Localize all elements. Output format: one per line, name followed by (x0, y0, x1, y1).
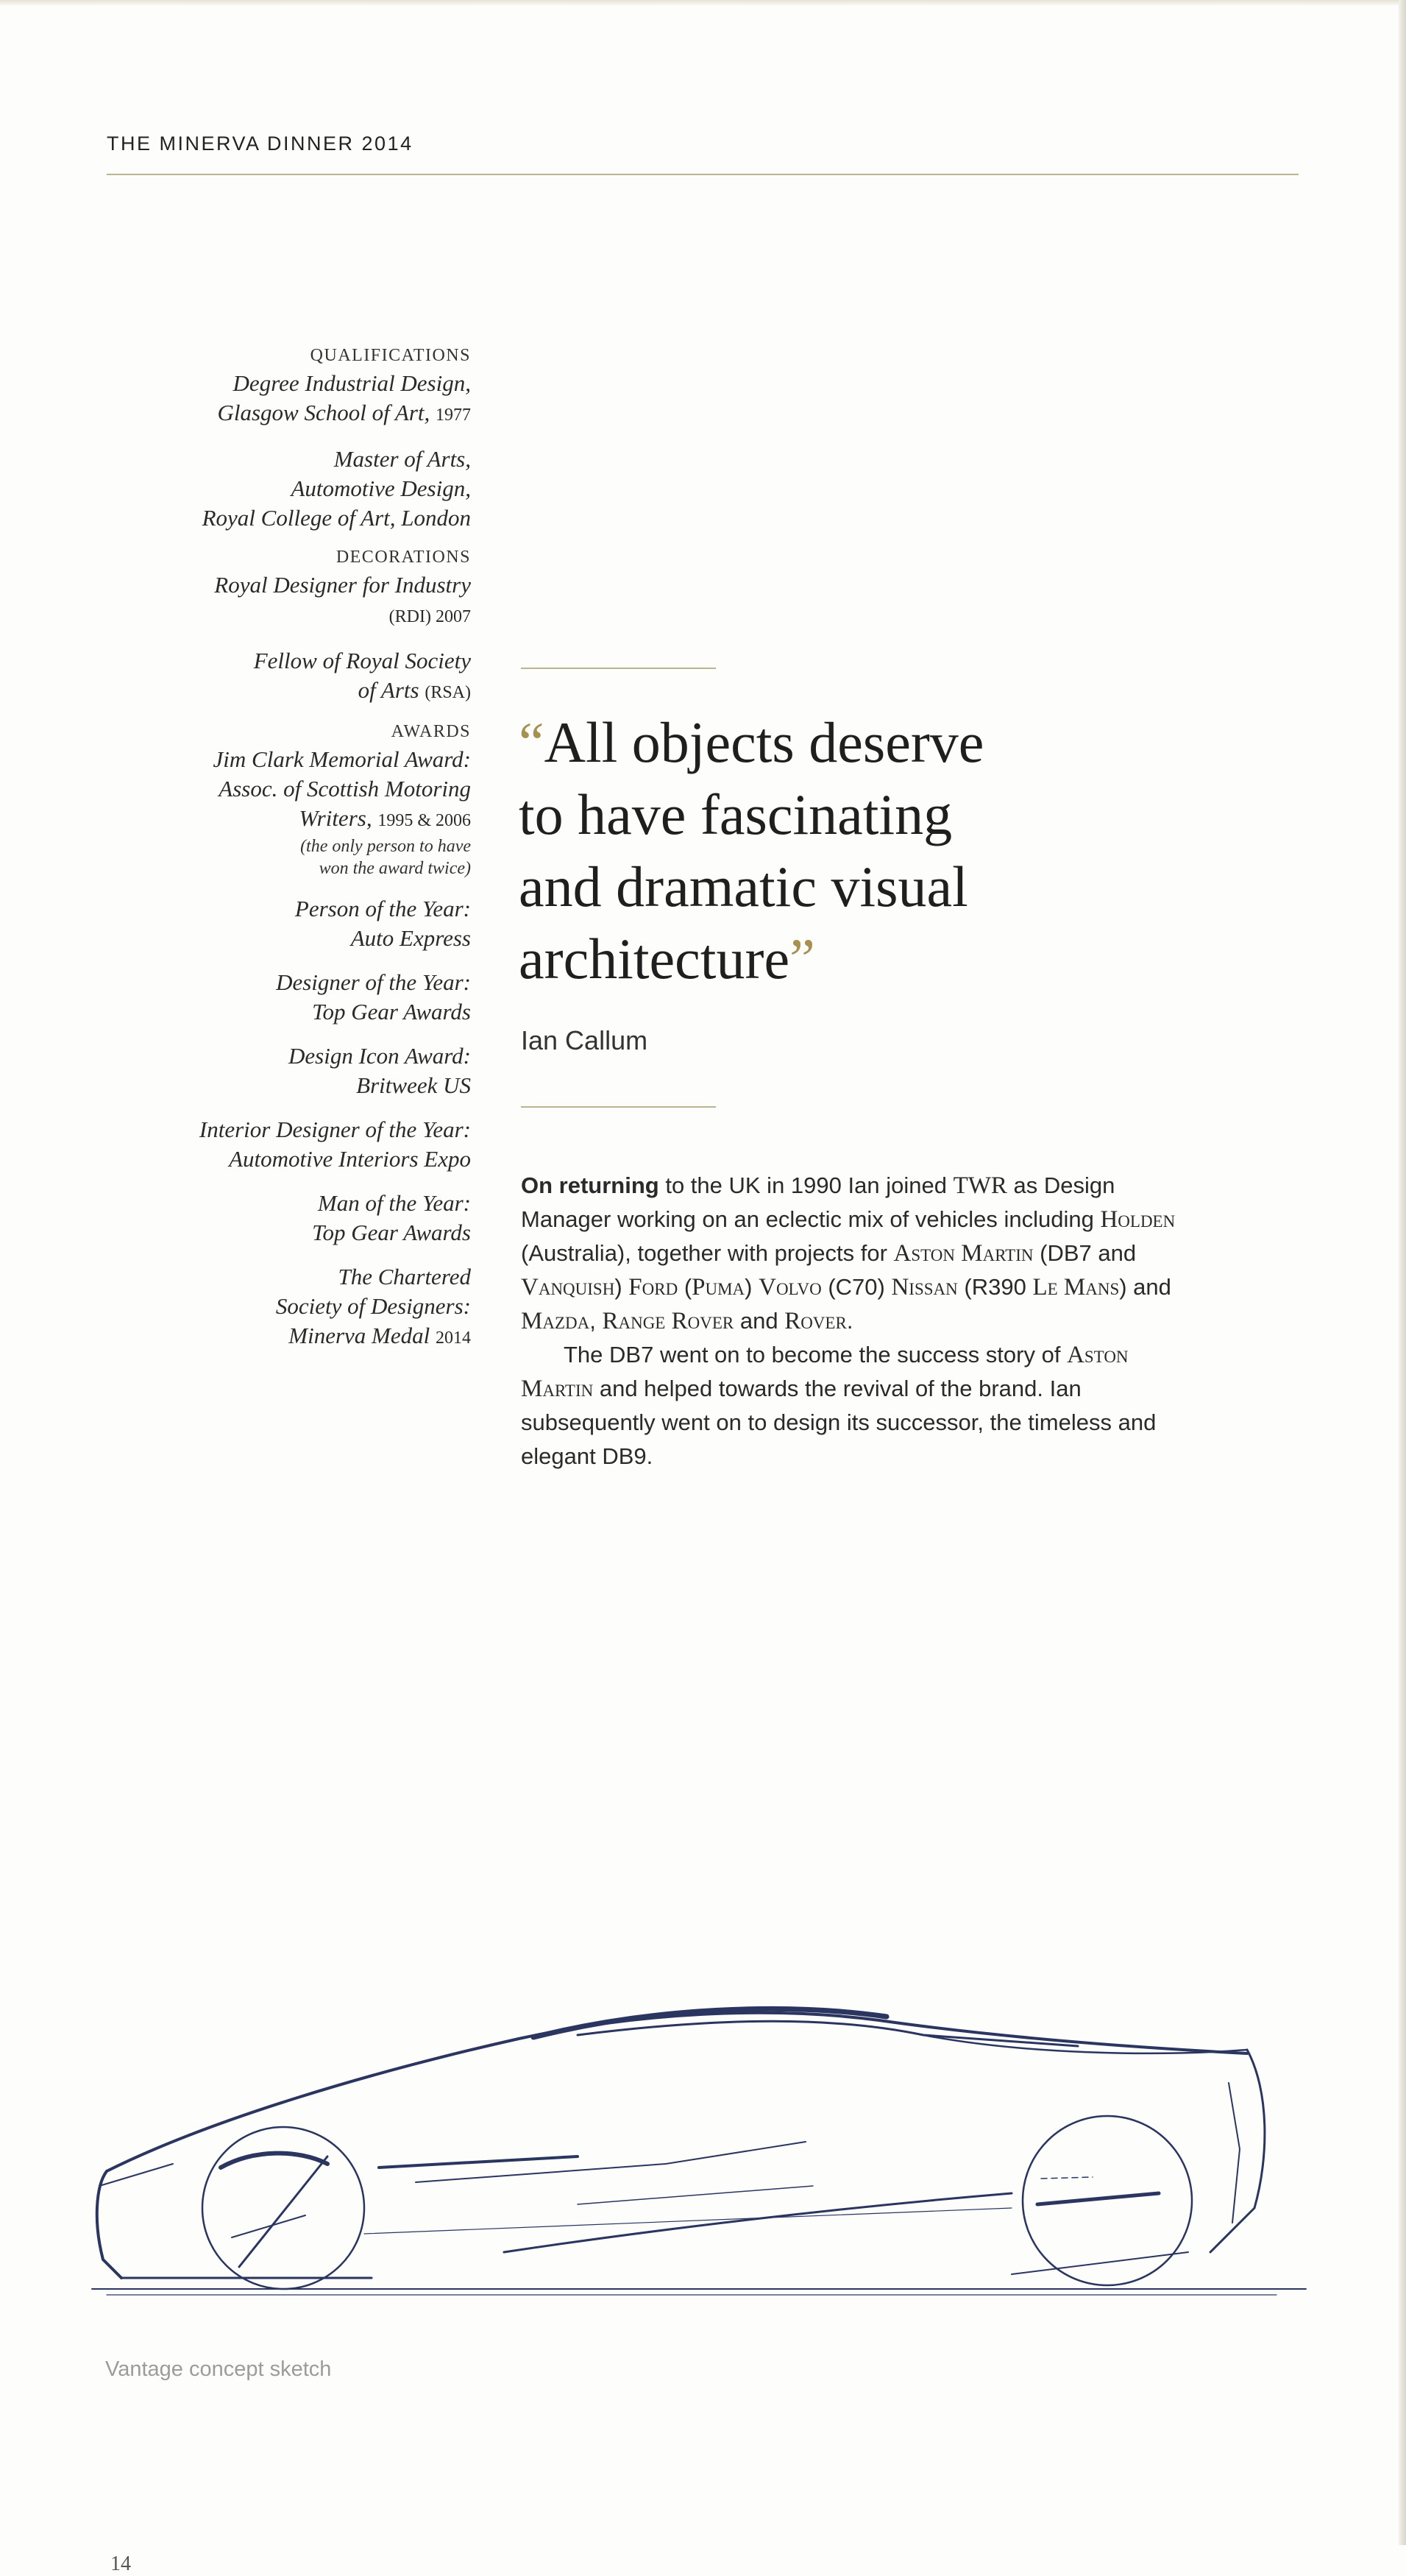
header-divider (107, 174, 1299, 175)
credentials-sidebar (110, 346, 471, 1367)
quote-close-mark: ” (789, 927, 815, 991)
name-vanquish: Vanquish (521, 1274, 615, 1301)
qualification-degree-year: 1977 (436, 406, 471, 425)
decoration-rdi-line1: Royal Designer for Industry (214, 572, 471, 598)
page-number: 14 (110, 2552, 131, 2575)
award-minerva-line3: Minerva Medal (288, 1323, 430, 1348)
qualifications-heading: QUALIFICATIONS (310, 346, 471, 365)
name-nissan: Nissan (891, 1274, 958, 1301)
award-minerva-line1: The Chartered (338, 1264, 471, 1289)
quote-line3: and dramatic visual (519, 854, 968, 919)
qualification-degree-line1: Degree Industrial Design, (232, 370, 471, 396)
car-sketch-drawing (63, 1943, 1335, 2311)
name-puma: Puma (692, 1274, 745, 1301)
award-jim-clark-line3: Writers, (299, 805, 372, 831)
name-ford: Ford (628, 1274, 678, 1301)
qualification-masters (110, 445, 471, 533)
award-designer-of-year (110, 968, 471, 1027)
award-designer-line2: Top Gear Awards (312, 999, 471, 1025)
name-range-rover: Range Rover (602, 1308, 734, 1334)
page-right-edge (1399, 0, 1406, 2545)
qualification-degree-line2: Glasgow School of Art, (217, 400, 430, 425)
name-holden: Holden (1100, 1206, 1176, 1233)
decoration-rsa-line1: Fellow of Royal Society (253, 648, 471, 673)
award-man-line1: Man of the Year: (317, 1190, 471, 1216)
award-man-line2: Top Gear Awards (312, 1220, 471, 1245)
award-jim-clark-line1: Jim Clark Memorial Award: (213, 746, 471, 772)
award-person-line1: Person of the Year: (294, 896, 471, 921)
name-le-mans: Le Mans (1032, 1274, 1120, 1301)
award-jim-clark-note2: won the award twice) (319, 859, 471, 878)
award-minerva-year: 2014 (436, 1328, 471, 1348)
decoration-rdi (110, 570, 471, 631)
award-interior-designer (110, 1115, 471, 1174)
biography-text (521, 1169, 1183, 1473)
quote-open-mark: “ (519, 710, 544, 774)
name-mazda: Mazda (521, 1308, 590, 1334)
quote-line4: architecture (519, 927, 790, 991)
decoration-rdi-line2: (RDI) 2007 (388, 607, 471, 626)
name-rover: Rover (784, 1308, 847, 1334)
quote-rule-bottom (521, 1106, 716, 1108)
name-volvo: Volvo (759, 1274, 822, 1301)
award-minerva-medal (110, 1262, 471, 1353)
name-aston-martin: Aston Martin (893, 1240, 1034, 1267)
award-person-of-year (110, 894, 471, 953)
award-minerva-line2: Society of Designers: (275, 1293, 471, 1319)
pull-quote (519, 707, 1078, 995)
page-top-edge (0, 0, 1406, 6)
award-designer-line1: Designer of the Year: (276, 969, 471, 995)
quote-line1: All objects deserve (544, 710, 984, 774)
name-aston-martin-2: Aston Martin (521, 1342, 1129, 1402)
biography-paragraph-2: The DB7 went on to become the success story of Aston Martin and helped towards the revival of the brand. Ian subsequently went on to design its successor, the timeless and elegant DB9. (521, 1342, 1157, 1469)
quote-attribution: Ian Callum (521, 1025, 648, 1055)
qualification-masters-line3: Royal College of Art, London (202, 505, 471, 531)
awards-heading: AWARDS (391, 722, 471, 741)
quote-line2: to have fascinating (519, 782, 953, 846)
decoration-rsa-line2: of Arts (358, 677, 419, 703)
quote-rule-top (521, 668, 716, 669)
award-jim-clark-years: 1995 & 2006 (377, 811, 471, 830)
award-person-line2: Auto Express (350, 925, 471, 951)
qualification-masters-line1: Master of Arts, (333, 446, 471, 472)
award-interior-line1: Interior Designer of the Year: (199, 1117, 471, 1142)
paragraph-lead: On returning (521, 1172, 659, 1198)
decorations-heading: DECORATIONS (335, 548, 471, 567)
award-man-of-year (110, 1189, 471, 1248)
name-twr: TWR (953, 1172, 1007, 1199)
qualification-degree (110, 369, 471, 430)
qualification-masters-line2: Automotive Design, (291, 475, 471, 501)
figure-caption: Vantage concept sketch (105, 2357, 332, 2381)
decoration-rsa (110, 646, 471, 707)
award-icon-line2: Britweek US (356, 1072, 471, 1098)
running-header: THE MINERVA DINNER 2014 (107, 132, 413, 155)
award-jim-clark-line2: Assoc. of Scottish Motoring (219, 776, 471, 802)
award-interior-line2: Automotive Interiors Expo (229, 1146, 471, 1172)
decoration-rsa-abbr: (RSA) (425, 683, 471, 702)
award-design-icon (110, 1041, 471, 1100)
biography-paragraph-1: On returning to the UK in 1990 Ian joined TWR as Design Manager working on an eclectic mix of vehicles including Holden (Australia), together with projects for Aston Martin (DB7 and Vanquish) Ford (Puma) Volvo (C70) Nissan (R390 Le Mans) and Mazda, Range Rover and Rover. (521, 1172, 1176, 1334)
award-icon-line1: Design Icon Award: (288, 1043, 471, 1069)
award-jim-clark (110, 745, 471, 880)
award-jim-clark-note1: (the only person to have (300, 837, 471, 856)
